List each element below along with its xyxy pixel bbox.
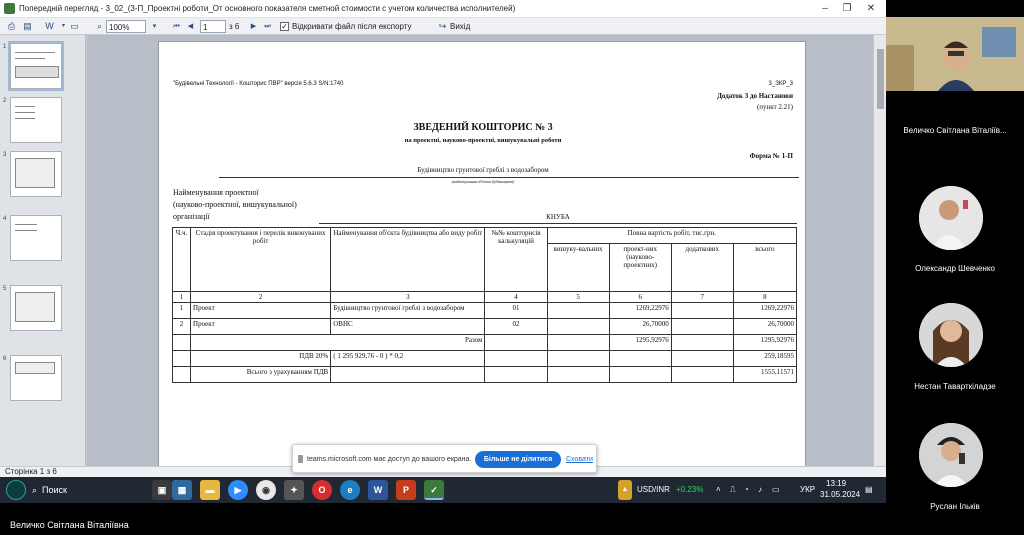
notifications-icon[interactable]: ▤ xyxy=(865,485,873,494)
org-underline xyxy=(319,223,797,224)
next-page-icon[interactable]: ▶ xyxy=(250,23,257,30)
clock-time[interactable]: 13:19 xyxy=(826,479,847,488)
last-page-icon[interactable]: ⏭ xyxy=(264,23,271,30)
colnum: 4 xyxy=(485,292,547,303)
vat-total: 259,18595 xyxy=(733,351,796,367)
grand-total-row xyxy=(173,367,797,383)
cell-design: 26,70000 xyxy=(609,319,671,335)
cell-num: 2 xyxy=(173,319,191,335)
taskbar-search[interactable]: ⌕ Поиск xyxy=(32,485,67,495)
cell-calc: 01 xyxy=(485,303,547,319)
participant-name: Олександр Шевченко xyxy=(915,264,995,273)
thumbnail-page-4[interactable] xyxy=(3,215,62,261)
vat-formula: ( 1 295 929,76 - 0 ) * 0,2 xyxy=(331,351,485,367)
cell-survey xyxy=(547,319,609,335)
document-title: ЗВЕДЕНИЙ КОШТОРИС № 3 xyxy=(413,122,553,133)
colnum: 6 xyxy=(609,292,671,303)
hide-link[interactable]: Сховати xyxy=(566,456,593,463)
participant-name: Руслан Ільків xyxy=(930,502,980,511)
edge-icon[interactable]: e xyxy=(340,480,360,500)
document-viewport[interactable] xyxy=(87,35,873,466)
colnum: 1 xyxy=(173,292,191,303)
exit-button[interactable]: Вихід xyxy=(450,22,471,31)
document-subtitle: на проектні, науково-проектні, вишукувальні роботи xyxy=(404,137,562,144)
cell-object: ОВНС xyxy=(331,319,485,335)
colnum: 5 xyxy=(547,292,609,303)
document-page xyxy=(158,41,806,466)
document-code: 3_ЗКР_3 xyxy=(768,81,793,87)
zoom-app-icon[interactable]: ▶ xyxy=(228,480,248,500)
annex-line-1: Додаток 3 до Настанови xyxy=(717,92,793,100)
annex-line-2: (пункт 2.21) xyxy=(756,103,793,111)
clock-date[interactable]: 31.05.2024 xyxy=(820,490,861,499)
tray-usb-icon[interactable]: ⎍ xyxy=(730,485,736,494)
ticker-change: +0.23% xyxy=(676,485,704,494)
shield-icon xyxy=(298,455,303,463)
header-total: всього xyxy=(733,244,796,292)
ticker-label: USD/INR xyxy=(637,485,670,494)
tray-volume-icon[interactable]: ♪ xyxy=(758,485,762,494)
object-name: Будівництво грунтової греблі з водозабором xyxy=(417,166,549,174)
thumbnail-number: 6 xyxy=(3,356,7,362)
thumbnail-page-3[interactable] xyxy=(3,151,62,197)
org-label-1: Найменування проектної xyxy=(173,188,259,197)
thumbnail-number: 1 xyxy=(3,44,7,50)
page-number-input[interactable]: 1 xyxy=(200,20,226,33)
tray-chevron-icon[interactable]: ˄ xyxy=(716,485,721,494)
cell-object: Будівництво грунтової греблі з водозабором xyxy=(331,303,485,319)
export-icon[interactable]: ▭ xyxy=(70,21,79,31)
avatar[interactable] xyxy=(919,186,983,250)
sum-label: Разом xyxy=(191,335,485,351)
header-extra: додаткових xyxy=(671,244,733,292)
estimate-app-icon[interactable]: ✓ xyxy=(424,480,444,500)
sum-total: 1295,92976 xyxy=(733,335,796,351)
participant-name: Нестан Таварткіладзе xyxy=(914,382,996,391)
object-hint: (найменування об'єкта будівництва) xyxy=(451,179,515,184)
print-setup-icon[interactable]: ⎙ xyxy=(7,21,16,31)
colnum: 7 xyxy=(671,292,733,303)
page-count: з 6 xyxy=(229,22,240,31)
thumbnail-page-2[interactable] xyxy=(3,97,62,143)
minimize-button[interactable]: – xyxy=(822,3,828,14)
page-thumbnails xyxy=(0,35,86,466)
powerpoint-icon[interactable]: P xyxy=(396,480,416,500)
colnum: 3 xyxy=(331,292,485,303)
header-num: Ч.ч. xyxy=(173,228,191,292)
sum-design: 1295,92976 xyxy=(609,335,671,351)
tray-battery-icon[interactable]: ▭ xyxy=(772,485,780,494)
org-label-2: (науково-проектної, вишукувальної) xyxy=(173,200,297,209)
cell-stage: Проект xyxy=(191,303,331,319)
zoom-select[interactable]: 100% xyxy=(106,20,146,33)
table-row xyxy=(173,303,797,319)
first-page-icon[interactable]: ⏮ xyxy=(173,23,180,30)
app-icon xyxy=(4,3,15,14)
window-title: Попередній перегляд - 3_02_(3-П_Проектні роботи_От основного показателя сметной стоимости с учетом количества исполнителей) xyxy=(19,4,516,13)
header-object: Найменування об'єкта будівництва або виду робіт xyxy=(331,228,485,292)
thumbnail-page-5[interactable] xyxy=(3,285,62,331)
cell-total: 26,70000 xyxy=(733,319,796,335)
org-label-3: організації xyxy=(173,212,210,221)
scrollbar-thumb[interactable] xyxy=(877,49,884,109)
vat-label: ПДВ 20% xyxy=(191,351,331,367)
participant-video-1[interactable] xyxy=(886,17,1024,91)
preview-toolbar xyxy=(0,18,886,35)
header-stage: Стадія проектування і перелік виконуваних робіт xyxy=(191,228,331,292)
close-button[interactable]: ✕ xyxy=(866,3,876,14)
ticker-icon: ▲ xyxy=(618,480,632,500)
table-row xyxy=(173,319,797,335)
cell-design: 1269,22976 xyxy=(609,303,671,319)
zoom-icon[interactable]: ⌕ xyxy=(96,21,103,31)
vat-row xyxy=(173,351,797,367)
object-underline xyxy=(219,177,799,178)
cell-num: 1 xyxy=(173,303,191,319)
stop-sharing-button[interactable]: Більше не ділитися xyxy=(475,451,561,468)
estimate-table xyxy=(172,227,797,383)
thumbnail-page-1[interactable] xyxy=(3,43,62,89)
search-label: Поиск xyxy=(42,485,67,495)
chevron-down-icon[interactable]: ▾ xyxy=(61,23,65,29)
cell-extra xyxy=(671,303,733,319)
presenter-name: Величко Світлана Віталіївна xyxy=(10,520,129,530)
export-open-label: Відкривати файл після експорту xyxy=(292,22,412,31)
org-value: КНУБА xyxy=(546,213,570,221)
share-message: teams.microsoft.com має доступ до вашого екрана. xyxy=(307,456,472,463)
thumbnail-number: 5 xyxy=(3,286,7,292)
header-survey: вишуку-вальних xyxy=(547,244,609,292)
avatar[interactable] xyxy=(919,303,983,367)
header-design: проект-них (науково-проектних) xyxy=(609,244,671,292)
grand-total-label: Всього з урахуванням ПДВ xyxy=(191,367,331,383)
avatar[interactable] xyxy=(919,423,983,487)
participant-name: Величко Світлана Віталіїв... xyxy=(903,126,1007,135)
cell-survey xyxy=(547,303,609,319)
chrome-icon[interactable]: ◉ xyxy=(256,480,276,500)
prev-page-icon[interactable]: ◀ xyxy=(187,23,194,30)
word-icon[interactable]: W xyxy=(368,480,388,500)
tray-wifi-icon[interactable]: ◔ xyxy=(744,485,749,494)
grand-total-value: 1555,11571 xyxy=(733,367,796,383)
windows-taskbar xyxy=(0,477,886,503)
software-label: "Будівельні Технології - Кошторис ПВР" версія 5.6.3 S/N:1740 xyxy=(173,81,344,87)
colnum: 2 xyxy=(191,292,331,303)
app-icon[interactable]: ✦ xyxy=(284,480,304,500)
colnum: 8 xyxy=(733,292,796,303)
cell-total: 1269,22976 xyxy=(733,303,796,319)
vertical-scrollbar[interactable] xyxy=(873,35,886,466)
export-open-checkbox[interactable]: ✓ xyxy=(281,22,288,31)
screen-share-notification xyxy=(292,444,597,473)
word-export-icon[interactable]: W xyxy=(45,21,54,31)
sum-row xyxy=(173,335,797,351)
folder-icon[interactable]: ▬ xyxy=(200,480,220,500)
bag-icon[interactable]: ▣ xyxy=(152,480,172,500)
cell-stage: Проект xyxy=(191,319,331,335)
thumbnail-number: 3 xyxy=(3,152,7,158)
header-calc: №№ кошторисів калькуляцій xyxy=(485,228,547,292)
thumbnail-number: 2 xyxy=(3,98,7,104)
window-titlebar xyxy=(0,0,886,18)
video-feed xyxy=(886,17,1024,91)
thumbnail-page-6[interactable] xyxy=(3,355,62,401)
form-label: Форма № 1-П xyxy=(749,152,793,160)
header-full-cost: Повна вартість робіт, тис.грн. xyxy=(547,228,796,244)
cell-calc: 02 xyxy=(485,319,547,335)
maximize-button[interactable]: ❐ xyxy=(842,3,852,14)
opera-icon[interactable]: O xyxy=(312,480,332,500)
start-icon[interactable] xyxy=(6,480,26,500)
page-status: Сторінка 1 з 6 xyxy=(5,467,57,476)
print-icon[interactable]: ▤ xyxy=(23,21,32,31)
map-icon[interactable]: ▦ xyxy=(172,480,192,500)
thumbnail-number: 4 xyxy=(3,216,7,222)
cell-extra xyxy=(671,319,733,335)
language-indicator[interactable]: УКР xyxy=(800,485,816,494)
exit-icon[interactable]: ↪ xyxy=(438,21,447,31)
zoom-dropdown-icon[interactable]: ▾ xyxy=(152,23,157,30)
